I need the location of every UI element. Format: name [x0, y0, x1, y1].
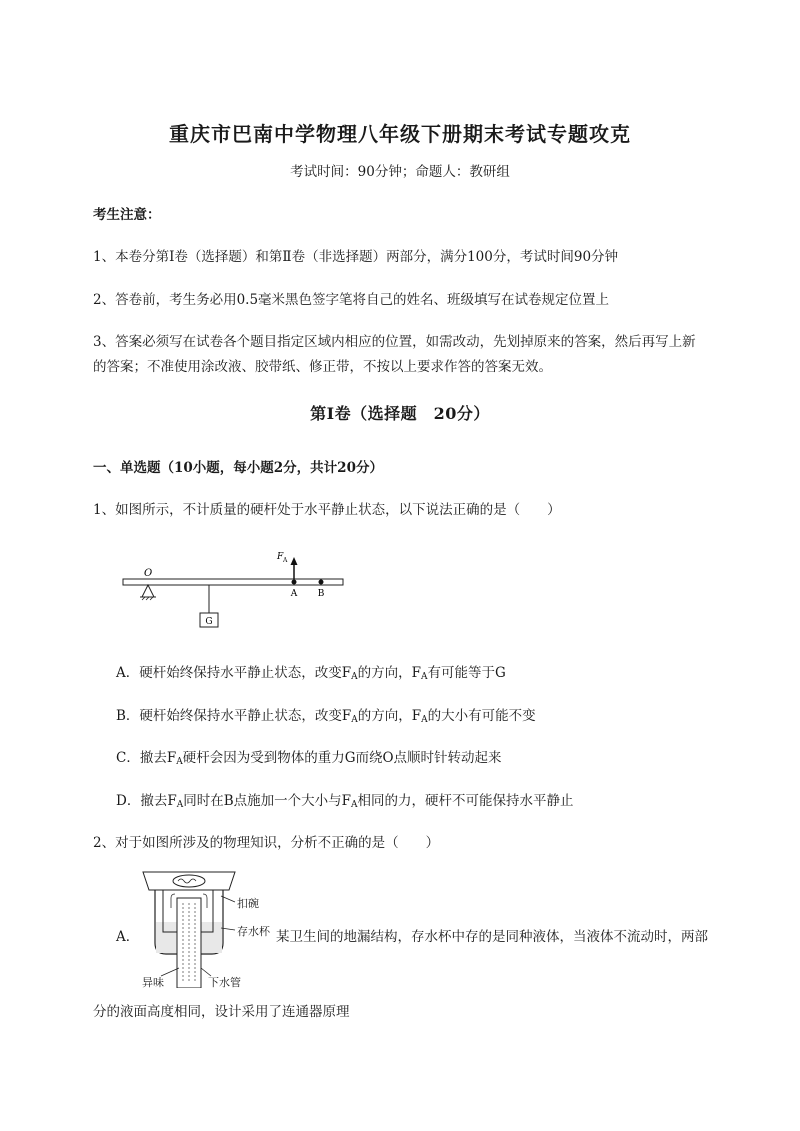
label-a: A — [290, 589, 298, 599]
page-title: 重庆市巴南中学物理八年级下册期末考试专题攻克 — [169, 122, 631, 146]
question-2-stem: 2、对于如图所涉及的物理知识，分析不正确的是（ ） — [93, 835, 440, 851]
option-1b: B．硬杆始终保持水平静止状态，改变$F_A$的方向，$F_A$的大小有可能不变 — [116, 708, 536, 725]
exam-info: 考试时间：90分钟；命题人：教研组 — [290, 164, 510, 180]
label-xiashuiguan: 下水管 — [208, 976, 241, 989]
notice-item-2: 2、答卷前，考生务必用0.5毫米黑色签字笔将自己的姓名、班级填写在试卷规定位置上 — [93, 292, 610, 308]
label-cunshuibei: 存水杯 — [237, 925, 270, 938]
label-f: F — [277, 552, 284, 562]
question-1-stem: 1、如图所示，不计质量的硬杆处于水平静止状态，以下说法正确的是（ ） — [93, 502, 561, 518]
point-a — [292, 580, 297, 585]
lever-figure — [115, 545, 355, 635]
notice-item-3: 3、答案必须写在试卷各个题目指定区域内相应的位置，如需改动，先划掉原来的答案，然后再写上新 — [93, 334, 696, 350]
fulcrum-icon — [142, 585, 154, 597]
arrow-up-icon — [291, 557, 298, 565]
option-1c: C．撤去$F_A$硬杆会因为受到物体的重力G而绕O点顺时针转动起来 — [116, 750, 502, 767]
label-o: O — [144, 568, 153, 579]
drain-grate-icon — [173, 875, 205, 887]
notice-item-3-cont: 的答案；不准使用涂改液、胶带纸、修正带，不按以上要求作答的答案无效。 — [93, 359, 552, 375]
option-2a-letter: A． — [116, 929, 140, 945]
floor-drain-figure — [135, 868, 245, 988]
part-title: 一、单选题（10小题，每小题2分，共计20分） — [93, 460, 383, 476]
notice-heading: 考生注意： — [93, 207, 161, 223]
notice-item-1: 1、本卷分第I卷（选择题）和第Ⅱ卷（非选择题）两部分，满分100分，考试时间90分钟 — [93, 249, 619, 265]
label-b: B — [317, 589, 325, 599]
option-2a-text-line2: 分的液面高度相同，设计采用了连通器原理 — [93, 1004, 350, 1020]
option-2a-text-line1: 某卫生间的地漏结构，存水杯中存的是同种液体，当液体不流动时，两部 — [276, 929, 708, 945]
lever-rod — [123, 579, 343, 585]
option-1d: D．撤去$F_A$同时在B点施加一个大小与$F_A$相同的力，硬杆不可能保持水平静止 — [116, 793, 574, 810]
section-title: 第I卷（选择题 20分） — [310, 404, 490, 423]
label-yiwei: 异味 — [142, 976, 164, 989]
label-kouwan: 扣碗 — [237, 897, 259, 910]
label-g: G — [205, 617, 213, 627]
point-b — [319, 580, 324, 585]
option-1a: A．硬杆始终保持水平静止状态，改变$F_A$的方向，$F_A$有可能等于G — [116, 665, 506, 682]
label-f-sub: A — [283, 557, 288, 564]
